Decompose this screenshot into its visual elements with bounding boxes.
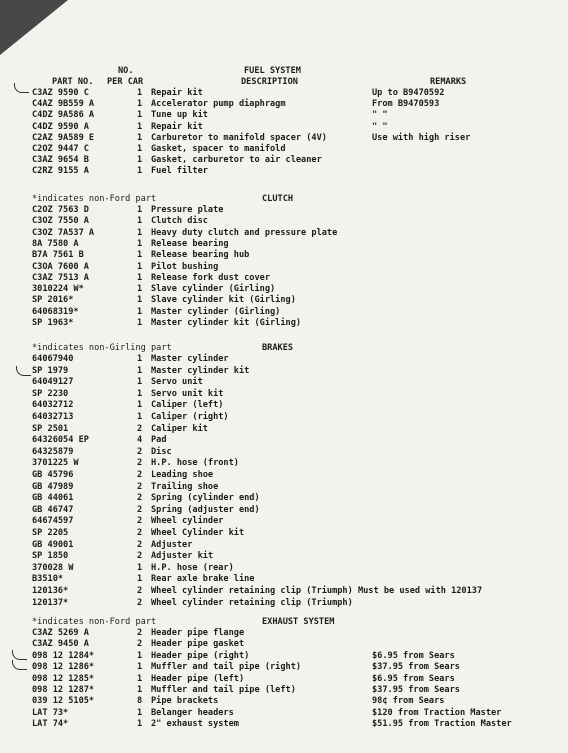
clutch-quantity: 1 <box>137 261 143 272</box>
exhaust-title: EXHAUST SYSTEM <box>262 617 335 627</box>
brakes-part-number: SP 2230 <box>32 388 69 399</box>
brakes-part-number: GB 44061 <box>32 493 74 504</box>
clutch-part-number: C3OA 7600 A <box>32 261 89 272</box>
fuel-quantity: 1 <box>137 132 143 143</box>
fuel-description: Gasket, spacer to manifold <box>151 144 286 154</box>
exhaust-description: Header pipe gasket <box>151 639 245 650</box>
clutch-note: *indicates non-Ford part <box>32 194 157 204</box>
clutch-part-number: 64068319* <box>32 306 79 317</box>
brakes-part-number: 120136* <box>32 586 69 596</box>
brakes-quantity: 2 <box>137 551 143 562</box>
exhaust-description: Header pipe (left) <box>151 673 245 684</box>
exhaust-remarks: 98¢ from Sears <box>372 696 445 707</box>
brakes-quantity: 1 <box>137 354 143 364</box>
pen-mark <box>12 650 27 660</box>
fuel-description: Repair kit <box>151 88 203 98</box>
fuel-quantity: 1 <box>137 121 143 132</box>
clutch-description: Heavy duty clutch and pressure plate <box>151 227 338 238</box>
clutch-part-number: B7A 7561 B <box>32 250 84 261</box>
fuel-description: Accelerator pump diaphragm <box>151 99 286 110</box>
brakes-quantity: 1 <box>137 562 143 573</box>
fuel-quantity: 1 <box>137 144 143 154</box>
exhaust-quantity: 1 <box>137 673 143 684</box>
brakes-description: Spring (cylinder end) <box>151 493 260 504</box>
exhaust-part-number: 098 12 1287* <box>32 685 95 695</box>
folded-corner <box>0 0 68 55</box>
exhaust-quantity: 1 <box>137 707 143 718</box>
brakes-description: Wheel cylinder <box>151 516 224 527</box>
per-car-label: PER CAR <box>107 77 144 87</box>
fuel-part-number: C4DZ 9A586 A <box>32 110 95 121</box>
brakes-quantity: 2 <box>137 597 143 608</box>
clutch-part-number: SP 1963* <box>32 318 74 328</box>
brakes-quantity: 2 <box>137 504 143 515</box>
description-label: DESCRIPTION <box>241 77 298 87</box>
brakes-part-number: SP 1850 <box>32 551 69 562</box>
exhaust-part-number: LAT 74* <box>32 719 69 730</box>
brakes-description: Caliper kit <box>151 423 208 434</box>
brakes-description: Master cylinder kit <box>151 365 250 376</box>
exhaust-remarks: $6.95 from Sears <box>372 673 455 684</box>
clutch-part-number: C3OZ 7A537 A <box>32 227 95 238</box>
brakes-part-number: 64067940 <box>32 354 74 364</box>
brakes-part-number: GB 46747 <box>32 504 74 515</box>
fuel-quantity: 1 <box>137 166 143 177</box>
brakes-quantity: 2 <box>137 539 143 550</box>
fuel-part-number: C4DZ 9590 A <box>32 121 89 132</box>
fuel-part-number: C3AZ 9654 B <box>32 155 89 166</box>
brakes-quantity: 1 <box>137 574 143 585</box>
brakes-description: Servo unit <box>151 377 203 388</box>
brakes-part-number: 370028 W <box>32 562 74 573</box>
clutch-description: Slave cylinder (Girling) <box>151 284 276 295</box>
brakes-description: Spring (adjuster end) <box>151 504 260 515</box>
clutch-quantity: 1 <box>137 227 143 238</box>
fuel-description: Repair kit <box>151 121 203 132</box>
fuel-description: Fuel filter <box>151 166 208 177</box>
clutch-quantity: 1 <box>137 205 143 215</box>
exhaust-quantity: 1 <box>137 662 143 673</box>
brakes-quantity: 4 <box>137 435 143 446</box>
brakes-description: H.P. hose (front) <box>151 458 239 469</box>
brakes-description: Wheel Cylinder kit <box>151 528 245 538</box>
brakes-description: Leading shoe <box>151 470 214 480</box>
exhaust-quantity: 1 <box>137 719 143 730</box>
clutch-description: Release fork dust cover <box>151 272 270 283</box>
exhaust-description: Muffler and tail pipe (right) <box>151 662 302 673</box>
brakes-description: Adjuster <box>151 539 193 550</box>
clutch-part-number: C3OZ 7550 A <box>32 216 89 227</box>
brakes-part-number: 64032713 <box>32 412 74 422</box>
clutch-description: Pilot bushing <box>151 261 219 272</box>
fuel-description: Carburetor to manifold spacer (4V) <box>151 132 327 143</box>
fuel-quantity: 1 <box>137 110 143 121</box>
exhaust-note: *indicates non-Ford part <box>32 617 157 627</box>
exhaust-quantity: 2 <box>137 639 143 650</box>
clutch-part-number: 8A 7580 A <box>32 238 79 249</box>
exhaust-description: Header pipe flange <box>151 628 245 638</box>
clutch-description: Master cylinder kit (Girling) <box>151 318 302 328</box>
fuel-remarks: " " <box>372 110 388 121</box>
clutch-quantity: 1 <box>137 238 143 249</box>
brakes-part-number: SP 2501 <box>32 423 69 434</box>
exhaust-description: Belanger headers <box>151 707 234 718</box>
brakes-quantity: 2 <box>137 528 143 538</box>
brakes-part-number: B3510* <box>32 574 64 585</box>
brakes-quantity: 2 <box>137 446 143 457</box>
clutch-description: Pressure plate <box>151 205 224 215</box>
exhaust-description: Header pipe (right) <box>151 650 250 661</box>
pen-mark <box>14 83 29 93</box>
fuel-description: Tune up kit <box>151 110 208 121</box>
fuel-remarks: From B9470593 <box>372 99 440 110</box>
exhaust-part-number: C3AZ 9450 A <box>32 639 89 650</box>
exhaust-part-number: 039 12 5105* <box>32 696 95 707</box>
brakes-description: Adjuster kit <box>151 551 214 562</box>
brakes-part-number: SP 2205 <box>32 528 69 538</box>
brakes-description: Master cylinder <box>151 354 229 364</box>
exhaust-remarks: $37.95 from Sears <box>372 685 460 695</box>
exhaust-remarks: $51.95 from Traction Master <box>372 719 512 730</box>
brakes-quantity: 2 <box>137 470 143 480</box>
brakes-quantity: 2 <box>137 423 143 434</box>
brakes-part-number: 64049127 <box>32 377 74 388</box>
no-label: NO. <box>118 66 134 76</box>
fuel-quantity: 1 <box>137 99 143 110</box>
brakes-description: Caliper (left) <box>151 400 224 411</box>
clutch-description: Clutch disc <box>151 216 208 227</box>
brakes-description: Rear axle brake line <box>151 574 255 585</box>
exhaust-part-number: 098 12 1284* <box>32 650 95 661</box>
clutch-description: Slave cylinder kit (Girling) <box>151 295 296 306</box>
brakes-quantity: 2 <box>137 493 143 504</box>
fuel-quantity: 1 <box>137 88 143 98</box>
clutch-title: CLUTCH <box>262 194 294 204</box>
brakes-part-number: GB 47989 <box>32 481 74 492</box>
brakes-description: H.P. hose (rear) <box>151 562 234 573</box>
exhaust-description: 2" exhaust system <box>151 719 239 730</box>
clutch-part-number: C3AZ 7513 A <box>32 272 89 283</box>
clutch-description: Master cylinder (Girling) <box>151 306 281 317</box>
fuel-part-number: C2OZ 9447 C <box>32 144 89 154</box>
remarks-label: REMARKS <box>430 77 467 87</box>
brakes-part-number: GB 49001 <box>32 539 74 550</box>
exhaust-quantity: 2 <box>137 628 143 638</box>
brakes-description: Disc <box>151 446 172 457</box>
clutch-description: Release bearing hub <box>151 250 250 261</box>
part-no-label: PART NO. <box>52 77 94 87</box>
fuel-part-number: C2RZ 9155 A <box>32 166 89 177</box>
exhaust-quantity: 1 <box>137 685 143 695</box>
fuel-description: Gasket, carburetor to air cleaner <box>151 155 322 166</box>
exhaust-remarks: $37.95 from Sears <box>372 662 460 673</box>
brakes-quantity: 1 <box>137 388 143 399</box>
brakes-title: BRAKES <box>262 343 294 353</box>
exhaust-part-number: LAT 73* <box>32 707 69 718</box>
exhaust-remarks: $120 from Traction Master <box>372 707 502 718</box>
exhaust-description: Muffler and tail pipe (left) <box>151 685 296 695</box>
clutch-quantity: 1 <box>137 284 143 295</box>
brakes-description: Pad <box>151 435 167 446</box>
brakes-part-number: 64674597 <box>32 516 74 527</box>
clutch-quantity: 1 <box>137 216 143 227</box>
clutch-part-number: C2OZ 7563 D <box>32 205 89 215</box>
brakes-part-number: 120137* <box>32 597 69 608</box>
fuel-quantity: 1 <box>137 155 143 166</box>
brakes-part-number: 3701225 W <box>32 458 79 469</box>
exhaust-part-number: C3AZ 5269 A <box>32 628 89 638</box>
brakes-quantity: 1 <box>137 400 143 411</box>
section-title-fuel: FUEL SYSTEM <box>244 66 301 76</box>
fuel-remarks: " " <box>372 121 388 132</box>
fuel-remarks: Up to B9470592 <box>372 88 445 98</box>
fuel-remarks: Use with high riser <box>372 132 471 143</box>
brakes-part-number: SP 1979 <box>32 365 69 376</box>
brakes-quantity: 1 <box>137 377 143 388</box>
brakes-part-number: GB 45796 <box>32 470 74 480</box>
clutch-quantity: 1 <box>137 318 143 328</box>
clutch-quantity: 1 <box>137 306 143 317</box>
exhaust-quantity: 1 <box>137 650 143 661</box>
brakes-quantity: 2 <box>137 586 143 596</box>
clutch-quantity: 1 <box>137 295 143 306</box>
brakes-quantity: 1 <box>137 365 143 376</box>
clutch-quantity: 1 <box>137 250 143 261</box>
brakes-description: Caliper (right) <box>151 412 229 422</box>
brakes-description: Wheel cylinder retaining clip (Triumph) Must be used with 120137 <box>151 586 483 596</box>
exhaust-part-number: 098 12 1286* <box>32 662 95 673</box>
brakes-description: Servo unit kit <box>151 388 224 399</box>
fuel-part-number: C4AZ 9B559 A <box>32 99 95 110</box>
brakes-quantity: 2 <box>137 481 143 492</box>
brakes-part-number: 64325879 <box>32 446 74 457</box>
exhaust-description: Pipe brackets <box>151 696 219 707</box>
clutch-part-number: 3010224 W* <box>32 284 84 295</box>
fuel-part-number: C2AZ 9A589 E <box>32 132 95 143</box>
brakes-description: Wheel cylinder retaining clip (Triumph) <box>151 597 353 608</box>
exhaust-part-number: 098 12 1285* <box>32 673 95 684</box>
pen-mark <box>16 366 31 376</box>
exhaust-remarks: $6.95 from Sears <box>372 650 455 661</box>
clutch-description: Release bearing <box>151 238 229 249</box>
brakes-description: Trailing shoe <box>151 481 219 492</box>
brakes-quantity: 2 <box>137 458 143 469</box>
brakes-part-number: 64032712 <box>32 400 74 411</box>
clutch-quantity: 1 <box>137 272 143 283</box>
exhaust-quantity: 8 <box>137 696 143 707</box>
fuel-part-number: C3AZ 9590 C <box>32 88 89 98</box>
brakes-note: *indicates non-Girling part <box>32 343 172 353</box>
brakes-quantity: 1 <box>137 412 143 422</box>
clutch-part-number: SP 2016* <box>32 295 74 306</box>
brakes-part-number: 64326054 EP <box>32 435 89 446</box>
pen-mark <box>12 660 27 670</box>
brakes-quantity: 2 <box>137 516 143 527</box>
